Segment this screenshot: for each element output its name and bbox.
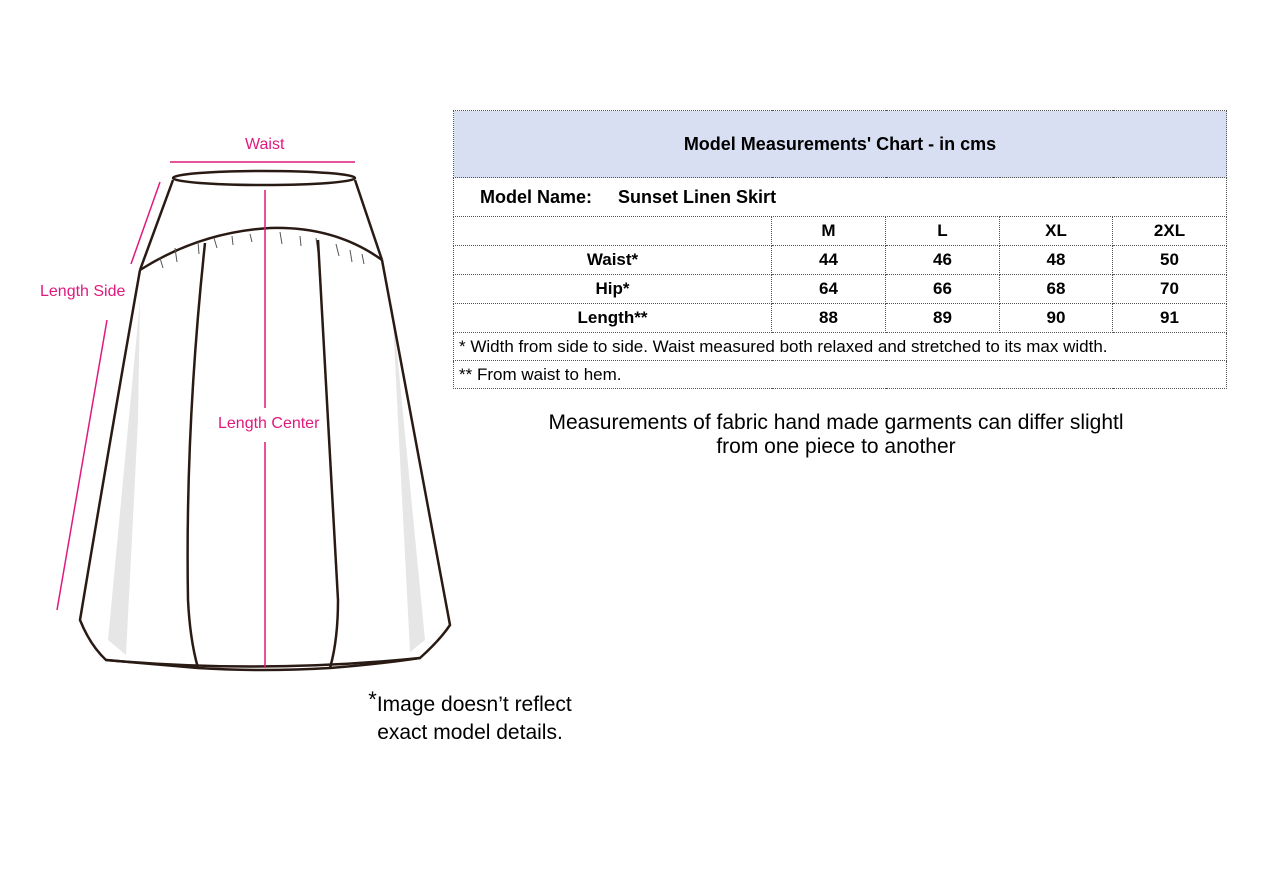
table-row-waist xyxy=(454,246,1227,275)
table-cell: 68 xyxy=(1000,275,1113,304)
disclaimer-line-2: from one piece to another xyxy=(716,435,956,458)
disclaimer-line-1: Measurements of fabric hand made garments can differ slightl xyxy=(548,411,1124,434)
row-label: Waist* xyxy=(454,246,772,275)
note-line-1: Image doesn’t reflect xyxy=(376,693,572,716)
header-blank-cell xyxy=(454,217,772,246)
length-side-label: Length Side xyxy=(40,283,126,300)
size-header-xl: XL xyxy=(1000,217,1113,246)
table-cell: 89 xyxy=(886,304,1000,333)
size-header-m: M xyxy=(772,217,886,246)
table-cell: 46 xyxy=(886,246,1000,275)
model-name-label: Model Name: xyxy=(480,186,593,207)
width-footnote: * Width from side to side. Waist measured both relaxed and stretched to its max width. xyxy=(454,333,1227,361)
row-label: Hip* xyxy=(454,275,772,304)
table-cell: 50 xyxy=(1113,246,1227,275)
note-row-width xyxy=(454,333,1227,361)
table-cell: 64 xyxy=(772,275,886,304)
skirt-illustration xyxy=(0,0,480,700)
length-center-label: Length Center xyxy=(218,415,320,432)
size-header-row xyxy=(454,217,1227,246)
image-disclaimer-note xyxy=(340,686,600,747)
note-row-length xyxy=(454,361,1227,389)
table-cell: 91 xyxy=(1113,304,1227,333)
skirt-waistband xyxy=(173,171,355,185)
model-name-row xyxy=(454,178,1227,217)
table-row-length xyxy=(454,304,1227,333)
length-footnote: ** From waist to hem. xyxy=(454,361,1227,389)
note-asterisk: * xyxy=(368,687,377,712)
chart-title-row xyxy=(454,111,1227,178)
measurements-chart xyxy=(453,110,1227,389)
table-cell: 44 xyxy=(772,246,886,275)
size-header-2xl: 2XL xyxy=(1113,217,1227,246)
note-line-2: exact model details. xyxy=(377,721,563,744)
table-cell: 90 xyxy=(1000,304,1113,333)
size-header-l: L xyxy=(886,217,1000,246)
row-label: Length** xyxy=(454,304,772,333)
waist-label: Waist xyxy=(245,136,285,153)
table-cell: 70 xyxy=(1113,275,1227,304)
skirt-yoke-right xyxy=(355,180,382,260)
model-name-value: Sunset Linen Skirt xyxy=(618,186,777,207)
table-cell: 88 xyxy=(772,304,886,333)
handmade-disclaimer xyxy=(470,411,1202,459)
chart-title: Model Measurements' Chart - in cms xyxy=(454,111,1227,178)
table-cell: 66 xyxy=(886,275,1000,304)
table-cell: 48 xyxy=(1000,246,1113,275)
table-row-hip xyxy=(454,275,1227,304)
